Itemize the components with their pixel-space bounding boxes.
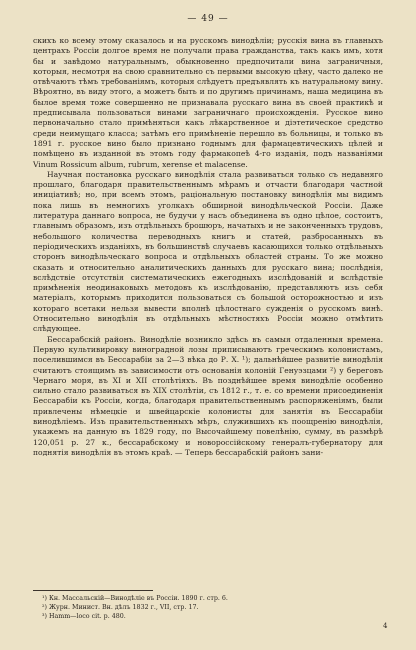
footnote-divider xyxy=(33,590,153,591)
footnote: ²) Журн. Минист. Вн. дѣлъ 1832 г., VII, стр. 17. xyxy=(42,604,199,611)
paragraph: Научная постановка русскаго винодѣлія стала развиваться только съ недавняго прошлаго, благодаря правительственнымъ мѣрамъ и отчасти благодаря частной иниціативѣ; но, при всемъ этомъ, раціональную постановку винодѣлія мы видимъ пока лишь въ немногихъ уголкахъ обширной винодѣльческой Россіи. Даже литература даннаго вопроса, не будучи у насъ объединена въ одно цѣлое, состоитъ, главнымъ образомъ, изъ отдѣльныхъ брошюръ, начатыхъ и не законченныхъ трудовъ, небольшого количества переводныхъ книгъ и статей, разбросанныхъ въ періодическихъ изданіяхъ, въ большинствѣ случаевъ касающихся только отдѣльныхъ сторонъ винодѣльческаго вопроса и отдѣльныхъ областей страны. То же можно сказать и относительно аналитическихъ данныхъ для русскаго вина; послѣднія, вслѣдствіе отсутствія систематическихъ ежегодныхъ изслѣдованій и вслѣдствіе примѣненія неодинаковыхъ методовъ къ изслѣдованію, представляютъ изъ себя матеріалъ, которымъ приходится пользоваться съ большой осторожностью и изъ котораго всетаки нельзя вывести вполнѣ цѣлостнаго сужденія о русскомъ винѣ. Относительно винодѣлія въ отдѣльныхъ мѣстностяхъ Россіи можно отмѣтить слѣдующее. xyxy=(33,169,383,334)
footnote: ³) Hamm—loco cit. p. 480. xyxy=(42,613,126,620)
signature-mark: 4 xyxy=(383,622,388,630)
paragraph: Бессарабскій районъ. Винодѣліе возникло здѣсь въ самыя отдаленныя времена. Первую культивировку виноградной лозы приписываютъ греческимъ колонистамъ, поселившимся въ Бессарабіи за 2—3 вѣка до Р. Х. ¹); дальнѣйшее развитіе винодѣлія считаютъ стоящимъ въ зависимости отъ основанія колоній Генуэзцами ²) у береговъ Чернаго моря, въ XI и XII столѣтіяхъ. Въ позднѣйшее время винодѣліе особенно сильно стало развиваться въ XIX столѣтіи, съ 1812 г., т. е. со времени присоединенія Бессарабіи къ Россіи, когда, благодаря правительственнымъ распоряженіямъ, были привлечены нѣмецкіе и швейцарскіе колонисты для занятія въ Бессарабіи винодѣліемъ. Изъ правительственныхъ мѣръ, служившихъ къ поощренію винодѣлія, укажемъ на данную въ 1829 году, по Высочайшему повелѣнію, сумму, въ размѣрѣ 120,051 р. 27 к., бессарабскому и новороссійскому генералъ-губернатору для поднятія винодѣлія въ этомъ краѣ. — Теперь бессарабскій районъ зани- xyxy=(33,334,383,457)
footnotes xyxy=(42,594,362,621)
body-text xyxy=(33,36,383,458)
footnote: ¹) Кн. Массальскій—Винодѣліе въ Россіи. 1890 г. стр. 6. xyxy=(42,595,228,602)
page-number: — 49 — xyxy=(187,14,229,24)
paragraph: скихъ ко всему этому сказалось и на русскомъ винодѣліи; русскія вина въ главныхъ центрахъ Россіи долгое время не получали права гражданства, такъ какъ имъ, хотя бы и завѣдомо натуральнымъ, обыкновенно предпочитали вина заграничныя, которыя, несмотря на свою сравнительно съ первыми высокую цѣну, часто далеко не отвѣчаютъ тѣмъ требованіямъ, которыя слѣдуетъ предъявлять къ натуральному вину. Вѣроятно, въ виду этого, а можетъ быть и по другимъ причинамъ, наша медицина въ былое время тоже совершенно не признавала русскаго вина въ своей практикѣ и предписывала пользоваться винами заграничнаго происхожденія. Русское вино первоначально стало примѣняться какъ лѣкарственное и діэтетическое средство среди неимущаго класса; затѣмъ его примѣненіе перешло въ больницы, и только въ 1891 г. русское вино было признано годнымъ для фармацевтическихъ цѣлей и помѣщено въ изданной въ этомъ году фармакопеѣ 4-го изданія, подъ названіями Vinum Rossicum album, rubrum, xerense et malacense. xyxy=(33,36,383,169)
